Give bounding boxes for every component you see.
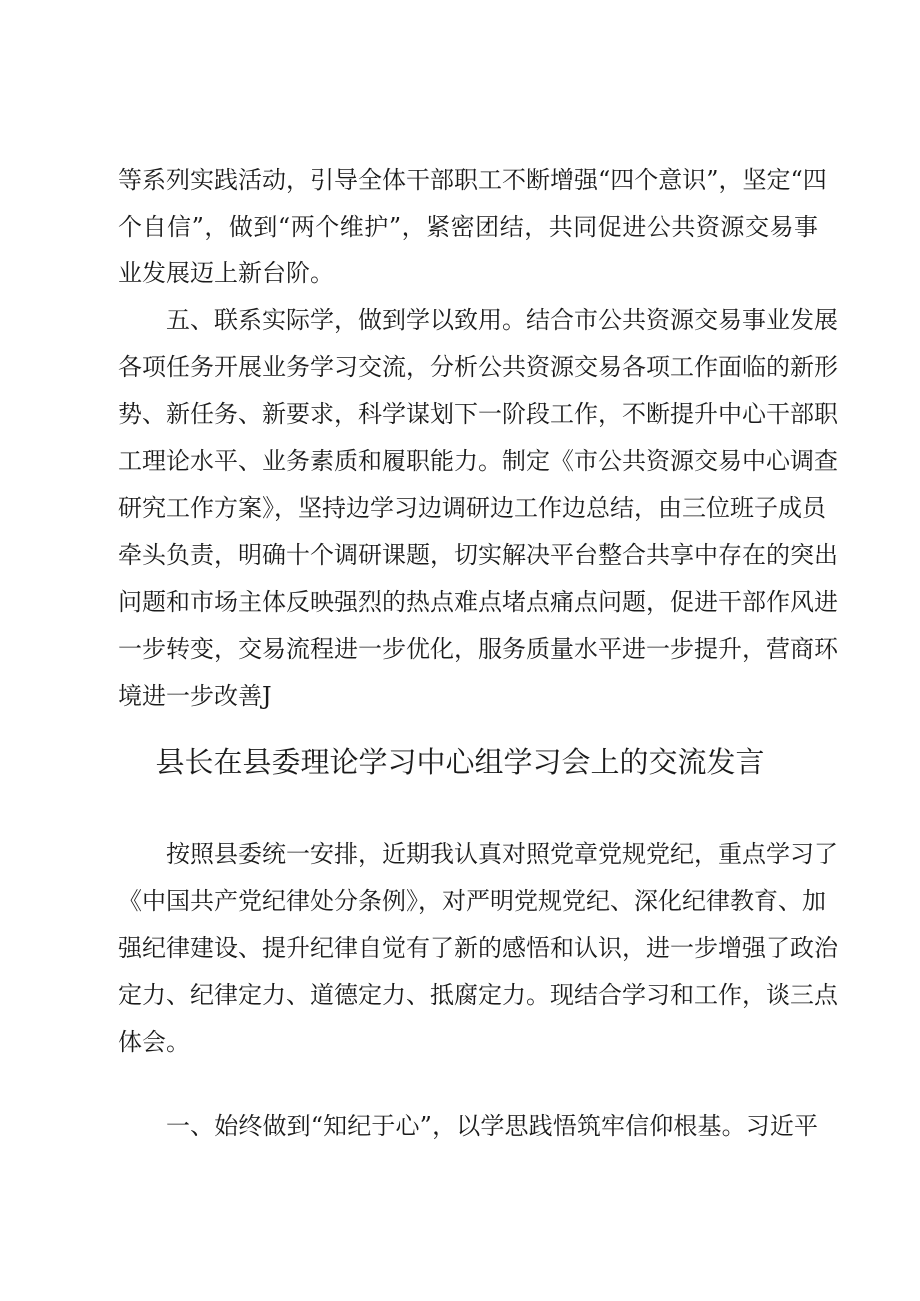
body-text-line: 研究工作方案》，坚持边学习边调研边工作边总结，由三位班子成员 (118, 494, 826, 522)
section-five-heading-line: 五、联系实际学，做到学以致用。结合市公共资源交易事业发展 (166, 306, 838, 334)
section-one-heading-line: 一、始终做到“知纪于心”，以学思践悟筑牢信仰根基。习近平 (166, 1112, 818, 1140)
body-text-line: 按照县委统一安排，近期我认真对照党章党规党纪，重点学习了 (166, 840, 838, 868)
body-text-line: 牵头负责，明确十个调研课题，切实解决平台整合共享中存在的突出 (118, 541, 838, 569)
body-text-line: 定力、纪律定力、道德定力、抵腐定力。现结合学习和工作，谈三点 (118, 981, 838, 1009)
body-text-line: 问题和市场主体反映强烈的热点难点堵点痛点问题，促进干部作风进 (118, 588, 838, 616)
body-text-line: 《中国共产党纪律处分条例》，对严明党规党纪、深化纪律教育、加 (118, 887, 826, 915)
body-text-line: 等系列实践活动，引导全体干部职工不断增强“四个意识”，坚定“四 (118, 166, 827, 194)
body-text-line: 个自信”，做到“两个维护”，紧密团结，共同促进公共资源交易事 (118, 213, 818, 241)
body-text-line: 体会。 (118, 1028, 190, 1056)
body-text-line: 强纪律建设、提升纪律自觉有了新的感悟和认识，进一步增强了政治 (118, 934, 838, 962)
body-text-line: 业发展迈上新台阶。 (118, 259, 334, 287)
body-text-line: 各项任务开展业务学习交流，分析公共资源交易各项工作面临的新形 (118, 353, 838, 381)
body-text-line: 工理论水平、业务素质和履职能力。制定《市公共资源交易中心调查 (118, 447, 838, 475)
body-text-line: 境进一步改善J (118, 682, 272, 710)
body-text-line: 势、新任务、新要求，科学谋划下一阶段工作，不断提升中心干部职 (118, 400, 838, 428)
body-text-line: 一步转变，交易流程进一步优化，服务质量水平进一步提升，营商环 (118, 635, 838, 663)
speech-title: 县长在县委理论学习中心组学习会上的交流发言 (155, 745, 765, 779)
